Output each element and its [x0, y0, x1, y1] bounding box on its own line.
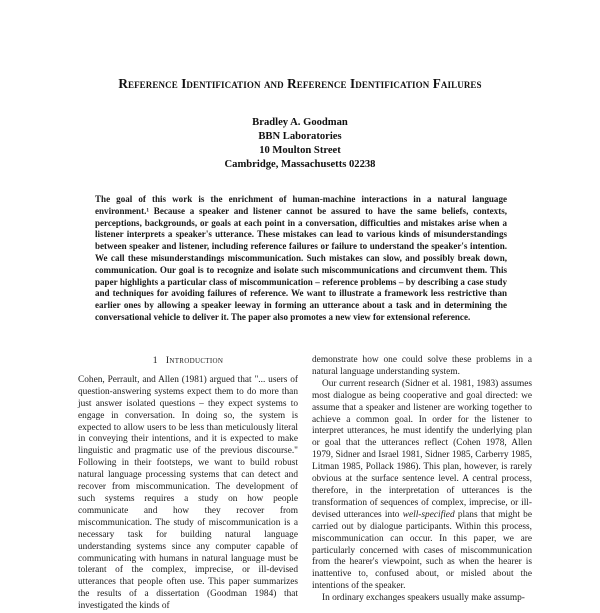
- author-name: Bradley A. Goodman: [252, 117, 348, 128]
- author-affiliation: BBN Laboratories: [258, 131, 342, 142]
- author-street: 10 Moulton Street: [259, 145, 341, 156]
- left-paragraph: Cohen, Perrault, and Allen (1981) argued that "... users of question-answering systems expect them to do more than just answer isolated questions – they expect systems to engage in conversation. In doing so, the system is expected to allow users to be less than meticulously literal in conveying their intentions, and it is expected to make linguistic and pragmatic use of the previous discourse." Following in their footsteps, we want to build robust natural language processing systems that can detect and recover from miscommunication. The development of such systems requires a study on how people communicate and how they recover from miscommunication. The study of miscommunication is a necessary task for building natural language understanding systems since any computer capable of communicating with humans in natural language must be tolerant of the complex, imprecise, or ill-devised utterances that people often use. This paper summarizes the results of a dissertation (Goodman 1984) that investigated the kinds of: [78, 374, 298, 612]
- section-number: 1: [152, 355, 158, 366]
- right-paragraph-1: demonstrate how one could solve these problems in a natural language understanding system.: [312, 355, 532, 377]
- author-city: Cambridge, Massachusetts 02238: [224, 159, 376, 170]
- right-paragraph-2-part-1: Our current research (Sidner et al. 1981, 1983) assumes most dialogue as being cooperative and goal directed: we assume that a speaker and listener are working together to achieve a common goal. In order for the listener to interpret utterances, he must identify the underlying plan or goal that the utterances reflect (Cohen 1978, Allen 1979, Sidner and Israel 1981, Sidner 1985, Carberry 1985, Litman 1985, Pollack 1986). This plan, however, is rarely obvious at the surface sentence level. A central process, therefore, in the interpretation of utterances is the transformation of sequences of complex, imprecise, or ill-devised utterances into: [312, 378, 532, 520]
- right-paragraph-2: [312, 379, 532, 593]
- abstract: [95, 194, 507, 324]
- section-title: Introduction: [165, 355, 224, 366]
- author-block: [150, 116, 450, 172]
- right-paragraph-2-emphasis: well-specified: [402, 509, 455, 520]
- left-column: [78, 355, 298, 613]
- right-paragraph-2-part-2: plans that might be carried out by dialogue participants. Within this process, miscommunication can occur. In this paper, we are particularly concerned with cases of miscommunication from the hearer's viewpoint, such as when the hearer is inattentive to, confused about, or misled about the intentions of the speaker.: [312, 509, 532, 592]
- right-column: [312, 355, 532, 605]
- abstract-text: The goal of this work is the enrichment of human-machine interactions in a natural language environment.¹ Because a speaker and listener cannot be assured to have the same beliefs, contexts, perceptions, backgrounds, or goals at each point in a conversation, difficulties and mistakes arise when a listener interprets a speaker's utterance. These mistakes can lead to various kinds of misunderstandings between speaker and listener, including reference failures or failure to understand the speaker's intention. We call these misunderstandings miscommunication. Such mistakes can slow, and possibly break down, communication. Our goal is to recognize and isolate such miscommunications and circumvent them. This paper highlights a particular class of miscommunication – reference problems – by describing a case study and techniques for avoiding failures of reference. We want to illustrate a framework less restrictive than earlier ones by allowing a speaker leeway in forming an utterance about a task and in determining the conversational vehicle to deliver it. The paper also promotes a new view for extensional reference.: [95, 194, 507, 322]
- paper-title: Reference Identification and Reference Identification Failures: [118, 76, 482, 91]
- right-paragraph-3: In ordinary exchanges speakers usually make assump-: [322, 593, 525, 604]
- section-heading: [78, 355, 298, 367]
